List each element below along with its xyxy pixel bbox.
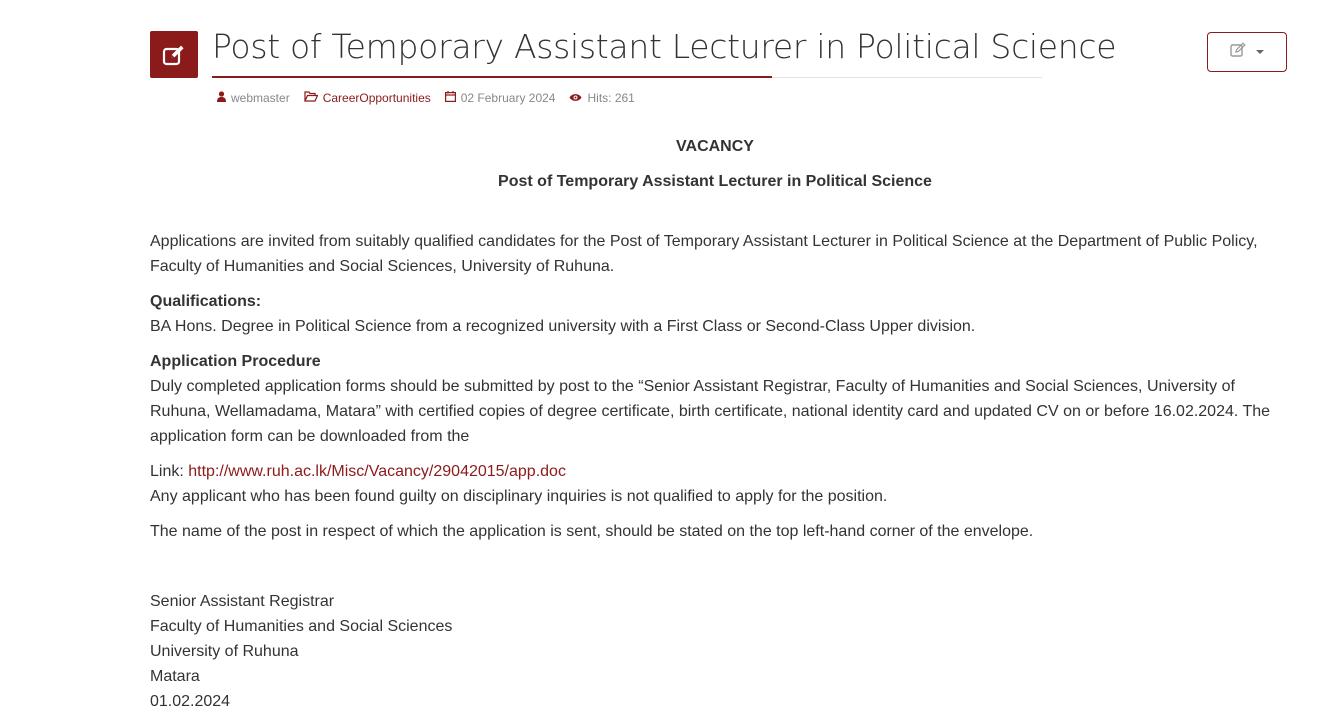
signature-line: Matara: [150, 668, 200, 685]
signature-line: 01.02.2024: [150, 693, 231, 710]
author-name: webmaster: [231, 91, 290, 105]
title-block: [212, 24, 1117, 78]
qualifications-label: Qualifications:: [150, 293, 262, 310]
category-link[interactable]: CareerOpportunities: [322, 91, 431, 105]
intro-paragraph: Applications are invited from suitably qualified candidates for the Post of Temporary Assistant Lecturer in Political Science at the Department of Public Policy, Faculty of Humanities and Social Sciences, University of Ruhuna.: [150, 233, 1258, 275]
signature-block: [150, 589, 1280, 714]
title-accent-underline: [212, 76, 772, 78]
vacancy-heading: VACANCY: [676, 138, 754, 155]
edit-dropdown-button[interactable]: [1207, 32, 1287, 72]
author-meta: [217, 91, 290, 105]
post-heading: Post of Temporary Assistant Lecturer in Political Science: [498, 173, 932, 190]
signature-line: Senior Assistant Registrar: [150, 593, 335, 610]
envelope-paragraph: The name of the post in respect of which the application is sent, should be stated on the top left-hand corner of the envelope.: [150, 523, 1034, 540]
user-icon: [217, 91, 226, 105]
procedure-section: [150, 349, 1280, 449]
date-meta: [445, 91, 556, 105]
article-edit-icon: [150, 31, 198, 78]
article-body: [150, 134, 1280, 714]
eye-icon: [569, 91, 582, 105]
signature-line: University of Ruhuna: [150, 643, 299, 660]
publish-date: 02 February 2024: [460, 91, 556, 105]
page-title: Post of Temporary Assistant Lecturer in Political Science: [212, 27, 1117, 66]
qualifications-section: [150, 289, 1280, 339]
procedure-label: Application Procedure: [150, 353, 321, 370]
chevron-down-icon: [1256, 50, 1264, 54]
article-meta: [217, 91, 649, 105]
category-meta: [304, 91, 431, 105]
folder-open-icon: [304, 91, 318, 105]
hits-meta: [569, 91, 634, 105]
qualifications-text: BA Hons. Degree in Political Science from a recognized university with a First Class or Second-Class Upper division.: [150, 318, 976, 335]
signature-line: Faculty of Humanities and Social Sciences: [150, 618, 453, 635]
edit-icon: [1230, 42, 1246, 62]
calendar-icon: [445, 91, 456, 105]
link-label: Link:: [150, 463, 189, 480]
application-form-link[interactable]: http://www.ruh.ac.lk/Misc/Vacancy/29042015/app.doc: [188, 463, 566, 480]
disqualification-text: Any applicant who has been found guilty on disciplinary inquiries is not qualified to apply for the position.: [150, 488, 888, 505]
link-section: [150, 459, 1280, 509]
procedure-text: Duly completed application forms should be submitted by post to the “Senior Assistant Registrar, Faculty of Humanities and Social Sciences, University of Ruhuna, Wellamadama, Matara” with certified copies of degree certificate, birth certificate, national identity card and updated CV on or before 16.02.2024. The application form can be downloaded from the: [150, 378, 1271, 445]
hits-count: Hits: 261: [587, 91, 635, 105]
